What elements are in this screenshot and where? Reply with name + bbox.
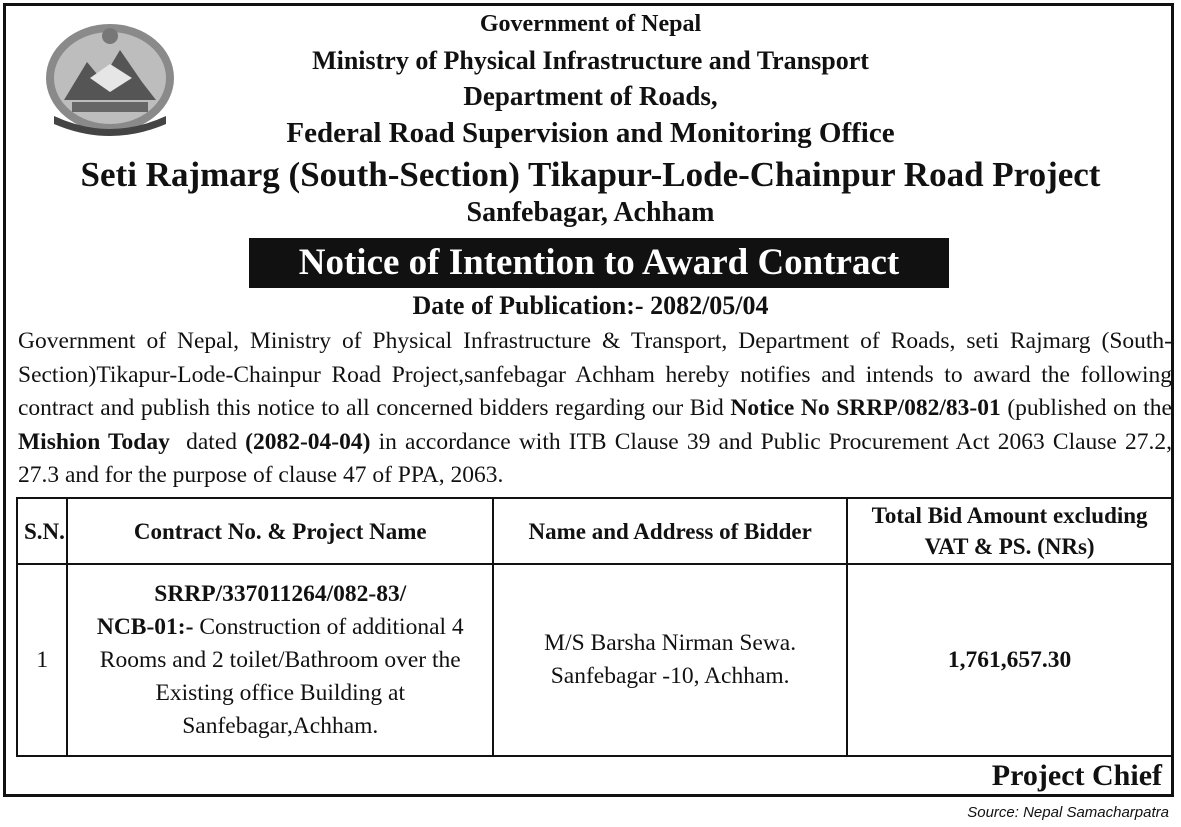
header-sn: S.N. xyxy=(17,498,67,564)
cell-amount: 1,761,657.30 xyxy=(847,564,1172,756)
signatory: Project Chief xyxy=(991,759,1162,792)
header-department: Department of Roads, xyxy=(463,81,718,111)
header-government: Government of Nepal xyxy=(479,11,702,37)
header-bidder: Name and Address of Bidder xyxy=(493,498,847,564)
header-ministry: Ministry of Physical Infrastructure and Transport xyxy=(312,46,869,75)
header-location: Sanfebagar, Achham xyxy=(466,197,715,228)
body-part2: (published on the xyxy=(1000,395,1172,421)
bidder-name: M/S Barsha Nirman Sewa. xyxy=(544,630,797,656)
contract-number-line1: SRRP/337011264/082-83/ xyxy=(154,580,407,607)
award-table xyxy=(16,497,1173,757)
source-credit: Source: Nepal Samacharpatra xyxy=(967,804,1169,821)
cell-contract xyxy=(67,564,493,756)
body-part3: dated xyxy=(169,428,246,455)
project-description: Construction of additional 4 Rooms and 2 toilet/Bathroom over the Existing office Building at Sanfebagar,Achham. xyxy=(99,613,464,739)
header-project: Seti Rajmarg (South-Section) Tikapur-Lode-Chainpur Road Project xyxy=(80,155,1101,194)
bid-notice-number: Notice No SRRP/082/83-01 xyxy=(730,395,1001,421)
header-office: Federal Road Supervision and Monitoring Office xyxy=(286,117,895,149)
newspaper-name: Mishion Today xyxy=(18,428,170,455)
table-row xyxy=(17,564,1172,756)
cell-bidder xyxy=(493,564,847,756)
table-header-row xyxy=(17,498,1172,564)
contract-number-line2: NCB-01:- xyxy=(96,613,194,640)
published-date: (2082-04-04) xyxy=(245,428,371,455)
notice-title: Notice of Intention to Award Contract xyxy=(249,238,949,288)
cell-sn: 1 xyxy=(17,564,67,756)
header-amount: Total Bid Amount excluding VAT & PS. (NRs) xyxy=(847,498,1172,564)
bidder-address: Sanfebagar -10, Achham. xyxy=(550,663,790,689)
header-contract: Contract No. & Project Name xyxy=(67,498,493,564)
body-part4: in accordance with ITB Clause 39 and Public Procurement Act 2063 Clause 27.2, 27.3 and for the purpose of clause 47 of PPA, 2063. xyxy=(18,428,1173,488)
body-part1: Government of Nepal, Ministry of Physical Infrastructure & Transport, Department of Roads, seti Rajmarg (South-Section)Tikapur-Lode-Chainpur Road Project,sanfebagar Achham hereby notifies and intends to award the following contract and publish this notice to all concerned bidders regarding our Bid xyxy=(18,328,1172,421)
publication-date: Date of Publication:- 2082/05/04 xyxy=(412,291,769,320)
notice-body xyxy=(18,325,1172,493)
